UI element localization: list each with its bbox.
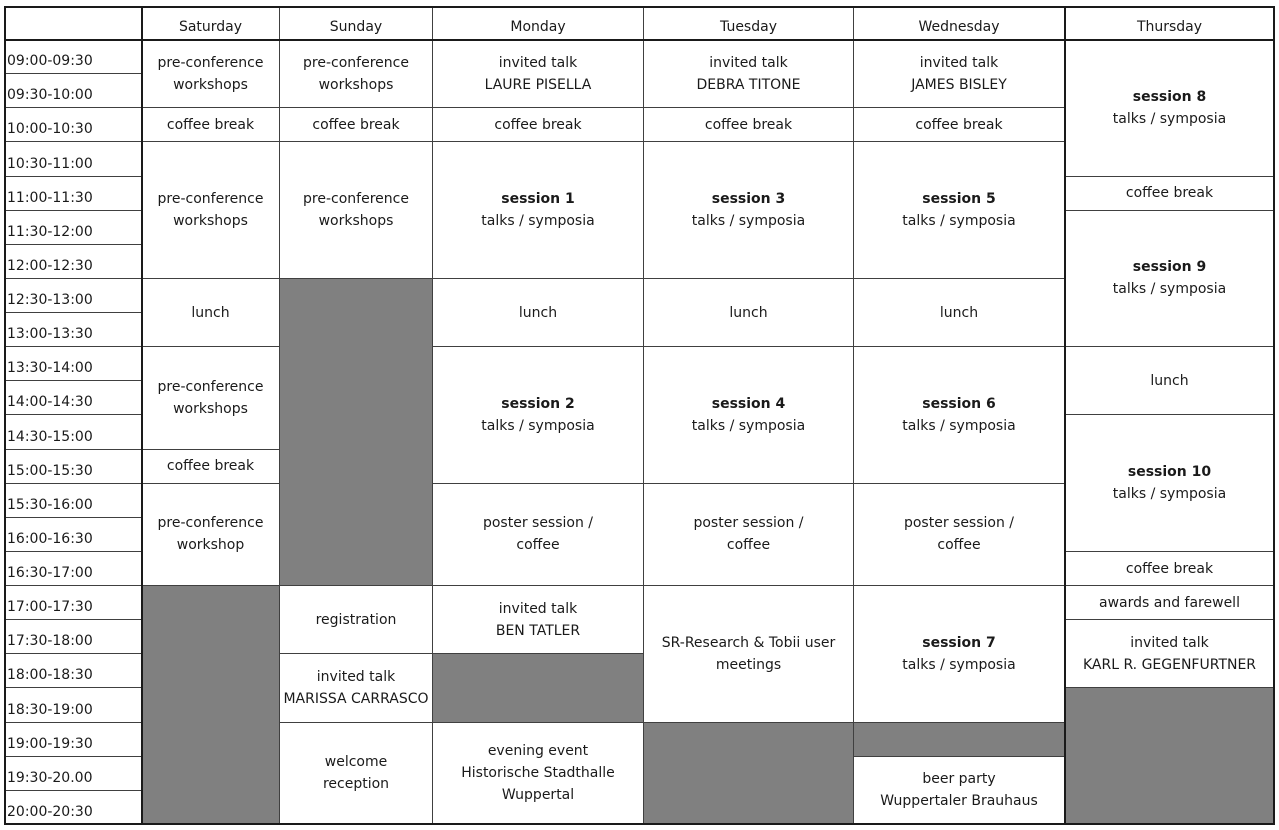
time-slot xyxy=(4,653,142,688)
day-header-thursday xyxy=(1064,6,1275,40)
event-title: session 7 xyxy=(922,634,996,651)
event-cell xyxy=(643,585,854,723)
event-detail: talks / symposia xyxy=(902,656,1016,673)
event-detail: BEN TATLER xyxy=(495,622,581,639)
event-detail: talks / symposia xyxy=(902,213,1016,230)
event-cell xyxy=(853,39,1065,108)
event-title: coffee break xyxy=(704,116,793,133)
event-cell xyxy=(643,346,854,484)
event-cell xyxy=(279,39,433,108)
event-title: poster session / xyxy=(903,515,1015,532)
blocked-slot xyxy=(643,722,854,825)
event-title: lunch xyxy=(518,304,558,321)
event-title: session 10 xyxy=(1127,464,1212,481)
event-detail: MARISSA CARRASCO xyxy=(283,690,429,707)
event-cell xyxy=(1064,619,1275,688)
event-detail: workshops xyxy=(173,213,248,230)
event-cell xyxy=(853,346,1065,484)
event-detail: talks / symposia xyxy=(1112,281,1227,298)
event-cell xyxy=(432,278,644,347)
event-cell xyxy=(1064,176,1275,211)
event-title: session 5 xyxy=(922,191,996,208)
event-detail: DEBRA TITONE xyxy=(696,76,801,93)
time-label: 19:00-19:30 xyxy=(7,735,93,752)
event-title: session 1 xyxy=(501,191,575,208)
day-label: Sunday xyxy=(329,19,383,35)
frame-line xyxy=(1064,6,1066,825)
time-slot xyxy=(4,141,142,176)
time-slot xyxy=(4,449,142,484)
event-detail: talks / symposia xyxy=(1112,486,1227,503)
event-cell xyxy=(279,653,433,722)
time-label: 13:30-14:00 xyxy=(7,360,93,377)
event-detail: workshops xyxy=(173,76,248,93)
time-label: 11:00-11:30 xyxy=(7,189,93,206)
day-label: Wednesday xyxy=(918,19,1000,35)
event-detail: KARL R. GEGENFURTNER xyxy=(1082,656,1257,673)
event-detail: talks / symposia xyxy=(691,417,806,434)
time-label: 15:00-15:30 xyxy=(7,462,93,479)
event-title: lunch xyxy=(1150,372,1189,389)
event-cell xyxy=(1064,585,1275,620)
time-label: 16:00-16:30 xyxy=(7,530,93,547)
event-title: coffee break xyxy=(1125,185,1214,202)
event-title: beer party xyxy=(922,771,996,788)
event-title: registration xyxy=(315,611,397,628)
event-cell xyxy=(279,141,433,279)
event-title: coffee break xyxy=(166,116,255,133)
frame-line xyxy=(1273,6,1275,825)
day-header-saturday xyxy=(141,6,280,40)
time-label: 14:00-14:30 xyxy=(7,394,93,411)
event-detail: workshops xyxy=(318,76,394,93)
event-title: session 4 xyxy=(711,395,786,412)
event-title: invited talk xyxy=(919,54,999,71)
frame-line xyxy=(4,39,1275,41)
event-title: pre-conference xyxy=(157,54,264,71)
event-title: pre-conference xyxy=(157,191,264,208)
time-slot xyxy=(4,107,142,142)
time-label: 10:30-11:00 xyxy=(7,155,93,172)
event-title: pre-conference xyxy=(157,378,264,395)
event-cell xyxy=(853,278,1065,347)
time-label: 10:00-10:30 xyxy=(7,121,93,138)
event-detail: LAURE PISELLA xyxy=(484,76,592,93)
event-title: coffee break xyxy=(312,116,400,133)
event-cell xyxy=(141,449,280,484)
event-cell xyxy=(853,756,1065,825)
time-label: 09:00-09:30 xyxy=(7,53,93,70)
event-title: coffee break xyxy=(494,116,582,133)
time-label: 16:30-17:00 xyxy=(7,565,93,582)
time-slot xyxy=(4,278,142,313)
event-title: coffee break xyxy=(915,116,1003,133)
time-label: 11:30-12:00 xyxy=(7,223,93,240)
event-cell xyxy=(432,39,644,108)
event-title: welcome xyxy=(324,754,388,771)
time-label: 15:30-16:00 xyxy=(7,496,93,513)
blocked-slot xyxy=(279,278,433,586)
day-label: Saturday xyxy=(178,19,243,35)
event-cell xyxy=(1064,346,1275,415)
time-slot xyxy=(4,346,142,381)
time-slot xyxy=(4,790,142,825)
event-cell xyxy=(141,483,280,586)
event-cell xyxy=(1064,39,1275,177)
event-cell xyxy=(432,346,644,484)
event-title: awards and farewell xyxy=(1099,594,1240,611)
event-title: session 8 xyxy=(1132,88,1207,105)
event-cell xyxy=(432,141,644,279)
event-cell xyxy=(141,141,280,279)
time-label: 09:30-10:00 xyxy=(7,87,93,104)
event-cell xyxy=(279,585,433,654)
time-slot xyxy=(4,414,142,449)
event-title: pre-conference xyxy=(303,191,409,208)
event-title: invited talk xyxy=(1130,634,1209,651)
event-title: pre-conference xyxy=(303,54,409,71)
time-slot xyxy=(4,585,142,620)
event-title: SR-Research & Tobii user xyxy=(661,634,836,651)
event-title: poster session / xyxy=(482,515,594,532)
time-slot xyxy=(4,551,142,586)
event-detail: meetings xyxy=(715,656,782,673)
event-title: pre-conference xyxy=(157,515,264,532)
day-header-wednesday xyxy=(853,6,1065,40)
event-cell xyxy=(643,278,854,347)
event-cell xyxy=(141,107,280,142)
event-cell xyxy=(141,278,280,347)
event-cell xyxy=(643,483,854,586)
time-slot xyxy=(4,687,142,722)
event-cell xyxy=(853,107,1065,142)
event-title: lunch xyxy=(191,304,230,321)
event-title: lunch xyxy=(729,304,768,321)
event-cell xyxy=(853,585,1065,723)
event-cell xyxy=(853,141,1065,279)
event-title: coffee break xyxy=(166,458,255,475)
time-label: 17:00-17:30 xyxy=(7,599,93,616)
time-slot xyxy=(4,210,142,245)
event-title: invited talk xyxy=(316,668,396,685)
event-detail: talks / symposia xyxy=(902,417,1016,434)
event-detail: talks / symposia xyxy=(481,417,595,434)
event-detail: coffee xyxy=(726,537,771,554)
blocked-slot xyxy=(853,722,1065,757)
event-cell xyxy=(432,585,644,654)
time-slot xyxy=(4,73,142,108)
event-cell xyxy=(432,483,644,586)
frame-line xyxy=(4,823,1275,825)
event-cell xyxy=(1064,210,1275,348)
day-header-sunday xyxy=(279,6,433,40)
time-label: 18:30-19:00 xyxy=(7,701,93,718)
event-title: evening event xyxy=(487,743,589,760)
time-slot xyxy=(4,722,142,757)
day-label: Tuesday xyxy=(720,19,777,35)
event-cell xyxy=(141,346,280,449)
event-cell xyxy=(643,107,854,142)
time-label: 12:00-12:30 xyxy=(7,257,93,274)
event-detail: talks / symposia xyxy=(481,213,595,230)
time-label: 19:30-20.00 xyxy=(7,769,93,786)
frame-line xyxy=(4,6,1275,8)
event-detail: reception xyxy=(322,776,390,793)
time-label: 18:00-18:30 xyxy=(7,667,93,684)
event-detail: talks / symposia xyxy=(691,213,806,230)
event-title: coffee break xyxy=(1125,560,1214,577)
frame-line xyxy=(141,6,143,825)
frame-line xyxy=(4,6,6,825)
blocked-slot xyxy=(141,585,280,825)
time-slot xyxy=(4,39,142,74)
event-title: session 6 xyxy=(922,395,996,412)
event-title: invited talk xyxy=(498,600,578,617)
day-header-monday xyxy=(432,6,644,40)
time-label: 17:30-18:00 xyxy=(7,633,93,650)
event-title: session 2 xyxy=(501,395,575,412)
day-label: Monday xyxy=(510,19,566,35)
event-cell xyxy=(1064,414,1275,552)
schedule-grid xyxy=(4,6,1274,824)
event-detail: workshop xyxy=(176,537,245,554)
event-cell xyxy=(643,141,854,279)
time-label: 20:00-20:30 xyxy=(7,803,93,820)
event-detail: coffee xyxy=(937,537,981,554)
event-title: invited talk xyxy=(498,54,578,71)
event-cell xyxy=(432,107,644,142)
event-cell xyxy=(432,722,644,825)
time-label: 13:00-13:30 xyxy=(7,326,93,343)
time-slot xyxy=(4,517,142,552)
event-cell xyxy=(279,722,433,825)
day-label: Thursday xyxy=(1136,19,1203,35)
event-title: lunch xyxy=(939,304,979,321)
time-slot xyxy=(4,483,142,518)
time-slot xyxy=(4,619,142,654)
time-slot xyxy=(4,312,142,347)
event-cell xyxy=(853,483,1065,586)
event-cell xyxy=(141,39,280,108)
event-cell xyxy=(643,39,854,108)
event-title: session 3 xyxy=(711,191,786,208)
event-title: invited talk xyxy=(709,54,788,71)
event-cell xyxy=(1064,551,1275,586)
time-label: 12:30-13:00 xyxy=(7,292,93,309)
event-detail: coffee xyxy=(516,537,560,554)
blocked-slot xyxy=(432,653,644,722)
event-title: session 9 xyxy=(1132,259,1207,276)
time-slot xyxy=(4,756,142,791)
event-detail: workshops xyxy=(173,400,248,417)
event-cell xyxy=(279,107,433,142)
time-slot xyxy=(4,380,142,415)
event-detail: Wuppertal xyxy=(501,787,575,804)
header-corner xyxy=(4,6,142,40)
event-detail: talks / symposia xyxy=(1112,110,1227,127)
time-slot xyxy=(4,244,142,279)
event-detail: JAMES BISLEY xyxy=(911,76,1007,93)
time-slot xyxy=(4,176,142,211)
time-label: 14:30-15:00 xyxy=(7,428,93,445)
event-detail: Historische Stadthalle xyxy=(461,765,615,782)
day-header-tuesday xyxy=(643,6,854,40)
event-detail: Wuppertaler Brauhaus xyxy=(880,793,1038,810)
blocked-slot xyxy=(1064,687,1275,825)
event-detail: workshops xyxy=(318,213,394,230)
event-title: poster session / xyxy=(693,515,804,532)
